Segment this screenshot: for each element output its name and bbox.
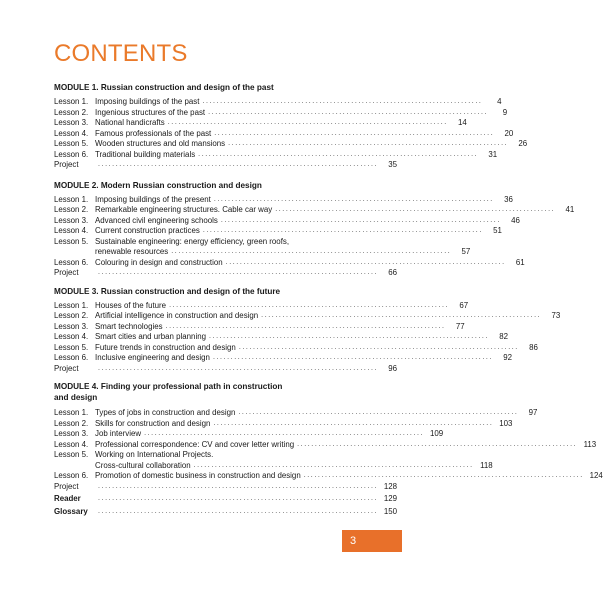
entry-title-continuation: renewable resources	[95, 247, 169, 256]
toc-entry[interactable]	[54, 353, 512, 364]
entry-label: Lesson 6.	[54, 353, 89, 362]
entry-page: 9	[502, 107, 508, 117]
entry-title: Ingenious structures of the past	[95, 107, 206, 117]
toc-entry-project[interactable]	[54, 160, 398, 171]
entry-title: Future trends in construction and design	[95, 342, 236, 352]
entry-label: Lesson 4.	[54, 332, 89, 341]
leader-dots: ...............................................................................	[98, 508, 379, 515]
toc-entry-continuation[interactable]	[95, 247, 471, 258]
entry-label: Project	[54, 363, 79, 373]
entry-page: 150	[383, 507, 398, 516]
toc-entry[interactable]	[54, 215, 520, 227]
toc-entry[interactable]	[54, 439, 597, 451]
leader-dots: ...............................................................................	[98, 482, 379, 490]
entry-title: Sustainable engineering: energy efficiency, green roofs,	[95, 236, 290, 246]
entry-label: Lesson 5.	[54, 450, 89, 459]
entry-title: National handicrafts	[95, 118, 165, 127]
module-heading: MODULE 4. Finding your professional path in construction	[54, 382, 283, 391]
leader-dots: ...............................................................................	[98, 364, 379, 372]
leader-dots: ...............................................................................	[213, 419, 494, 427]
leader-dots: ...............................................................................	[169, 301, 450, 309]
leader-dots: ...............................................................................	[193, 461, 474, 469]
leader-dots: ...............................................................................	[297, 440, 578, 448]
entry-label: Project	[54, 481, 79, 491]
toc-entry-project[interactable]	[54, 481, 398, 493]
leader-dots: ...............................................................................	[167, 119, 448, 126]
toc-entry[interactable]	[54, 418, 513, 430]
leader-dots: ...............................................................................	[275, 206, 556, 213]
entry-title: Colouring in design and construction	[95, 257, 223, 267]
leader-dots: ...............................................................................	[98, 269, 379, 276]
entry-page: 96	[388, 363, 398, 373]
entry-label: Lesson 1.	[54, 408, 89, 417]
entry-title: Imposing buildings of the past	[95, 97, 200, 106]
entry-title: Houses of the future	[95, 300, 167, 310]
module-heading-line2: and design	[54, 393, 98, 402]
entry-title: Traditional building materials	[95, 149, 196, 159]
entry-page: 14	[458, 118, 467, 127]
entry-label: Lesson 3.	[54, 118, 89, 127]
leader-dots: ...............................................................................	[171, 248, 452, 255]
entry-title: Smart technologies	[95, 321, 163, 331]
leader-dots: ...............................................................................	[98, 495, 379, 502]
entry-title-continuation: Cross-cultural collaboration	[95, 460, 191, 470]
entry-title: Working on International Projects.	[95, 450, 214, 459]
toc-entry[interactable]	[54, 408, 538, 419]
toc-entry[interactable]	[54, 429, 444, 440]
toc-entry[interactable]	[54, 342, 538, 354]
entry-label: Lesson 6.	[54, 471, 89, 480]
entry-page: 20	[504, 128, 514, 138]
leader-dots: ...............................................................................	[228, 140, 509, 147]
entry-title: Famous professionals of the past	[95, 128, 212, 138]
module-heading: MODULE 2. Modern Russian construction and design	[54, 181, 262, 190]
toc-entry[interactable]	[54, 205, 575, 216]
toc-entry[interactable]	[54, 237, 344, 248]
entry-page: 26	[518, 139, 528, 148]
leader-dots: ...............................................................................	[225, 258, 506, 266]
entry-label: Lesson 5.	[54, 139, 89, 148]
entry-label: Reader	[54, 494, 81, 503]
toc-entry-continuation[interactable]	[95, 460, 493, 472]
module-heading: MODULE 1. Russian construction and design of the past	[54, 83, 274, 92]
entry-label: Lesson 5.	[54, 236, 89, 246]
entry-label: Lesson 2.	[54, 418, 89, 428]
module-heading: MODULE 3. Russian construction and design of the future	[54, 287, 281, 296]
toc-entry[interactable]	[54, 107, 508, 119]
leader-dots: ...............................................................................	[303, 472, 584, 479]
toc-entry[interactable]	[54, 450, 344, 461]
leader-dots: ...............................................................................	[238, 343, 519, 351]
entry-label: Lesson 3.	[54, 429, 89, 438]
entry-label: Project	[54, 160, 79, 169]
entry-title: Smart cities and urban planning	[95, 332, 206, 341]
toc-entry[interactable]	[54, 332, 509, 343]
toc-entry-project[interactable]	[54, 363, 398, 375]
entry-label: Lesson 6.	[54, 257, 89, 267]
entry-label: Lesson 1.	[54, 97, 89, 106]
entry-page: 113	[583, 439, 597, 449]
leader-dots: ...............................................................................	[214, 129, 495, 137]
entry-title: Artificial intelligence in construction and design	[95, 311, 259, 320]
entry-page: 73	[551, 311, 561, 320]
toc-entry-project[interactable]	[54, 268, 398, 279]
toc-entry-reader[interactable]	[54, 494, 398, 505]
page-title: CONTENTS	[54, 40, 188, 67]
entry-page: 57	[461, 247, 471, 256]
entry-page: 82	[499, 332, 509, 341]
entry-title: Skills for construction and design	[95, 418, 211, 428]
toc-entry[interactable]	[54, 257, 525, 269]
entry-page: 35	[388, 160, 398, 169]
entry-title: Promotion of domestic business in construction and design	[95, 471, 301, 480]
entry-title: Professional correspondence: CV and cover letter writing	[95, 439, 295, 449]
entry-page: 128	[383, 481, 398, 491]
entry-label: Lesson 5.	[54, 342, 89, 352]
entry-title: Types of jobs in construction and design	[95, 408, 236, 417]
entry-page: 61	[515, 257, 525, 267]
toc-entry[interactable]	[54, 149, 498, 161]
entry-page: 66	[388, 268, 398, 277]
leader-dots: ...............................................................................	[238, 409, 519, 416]
toc-entry[interactable]	[54, 311, 561, 322]
entry-label: Lesson 4.	[54, 439, 89, 449]
entry-title: Inclusive engineering and design	[95, 353, 210, 362]
toc-entry[interactable]	[54, 321, 465, 333]
entry-page: 51	[493, 226, 502, 235]
entry-title: Imposing buildings of the present	[95, 194, 211, 204]
entry-title: Job interview	[95, 429, 142, 438]
entry-page: 124	[589, 471, 603, 480]
toc-entry[interactable]	[54, 118, 467, 129]
entry-label: Lesson 6.	[54, 149, 89, 159]
entry-page: 46	[511, 215, 520, 225]
leader-dots: ...............................................................................	[165, 322, 446, 330]
toc-entry[interactable]	[54, 300, 469, 312]
entry-page: 97	[528, 408, 538, 417]
leader-dots: ...............................................................................	[98, 161, 379, 168]
entry-page: 67	[459, 300, 469, 310]
entry-label: Lesson 4.	[54, 128, 89, 138]
entry-label: Lesson 2.	[54, 205, 89, 214]
leader-dots: ...............................................................................	[213, 195, 494, 203]
entry-label: Lesson 2.	[54, 311, 89, 320]
leader-dots: ...............................................................................	[261, 312, 542, 319]
entry-title: Remarkable engineering structures. Cable car way	[95, 205, 273, 214]
toc-entry[interactable]	[54, 128, 514, 140]
leader-dots: ...............................................................................	[198, 150, 479, 158]
leader-dots: ...............................................................................	[208, 108, 489, 116]
entry-page: 36	[504, 194, 513, 204]
entry-label: Lesson 1.	[54, 194, 89, 204]
leader-dots: ...............................................................................	[208, 333, 490, 340]
leader-dots: ...............................................................................	[212, 354, 493, 361]
entry-title: Advanced civil engineering schools	[95, 215, 218, 225]
leader-dots: ...............................................................................	[202, 98, 483, 105]
entry-page: 109	[429, 429, 444, 438]
toc-entry[interactable]	[54, 97, 502, 108]
entry-title: Wooden structures and old mansions	[95, 139, 226, 148]
entry-page: 77	[455, 321, 465, 331]
entry-page: 129	[383, 494, 398, 503]
leader-dots: ...............................................................................	[202, 227, 483, 234]
entry-page: 118	[480, 460, 493, 470]
toc-entry[interactable]	[54, 194, 513, 206]
entry-title: Current construction practices	[95, 226, 200, 235]
entry-page: 4	[497, 97, 502, 106]
entry-page: 103	[499, 418, 513, 428]
entry-label: Lesson 2.	[54, 107, 89, 117]
entry-page: 41	[565, 205, 575, 214]
entry-page: 86	[529, 342, 538, 352]
entry-label: Glossary	[54, 507, 88, 516]
entry-label: Lesson 3.	[54, 321, 89, 331]
leader-dots: ...............................................................................	[220, 216, 501, 224]
toc-entry-glossary[interactable]	[54, 507, 398, 518]
entry-label: Lesson 1.	[54, 300, 89, 310]
entry-label: Lesson 3.	[54, 215, 89, 225]
toc-entry[interactable]	[54, 139, 528, 150]
entry-label: Lesson 4.	[54, 226, 89, 235]
page-number-tab: 3	[342, 530, 402, 552]
entry-page: 92	[503, 353, 512, 362]
entry-label: Project	[54, 268, 79, 277]
toc-entry[interactable]	[54, 471, 603, 482]
toc-entry[interactable]	[54, 226, 502, 237]
entry-page: 31	[488, 149, 498, 159]
leader-dots: ...............................................................................	[144, 430, 425, 437]
